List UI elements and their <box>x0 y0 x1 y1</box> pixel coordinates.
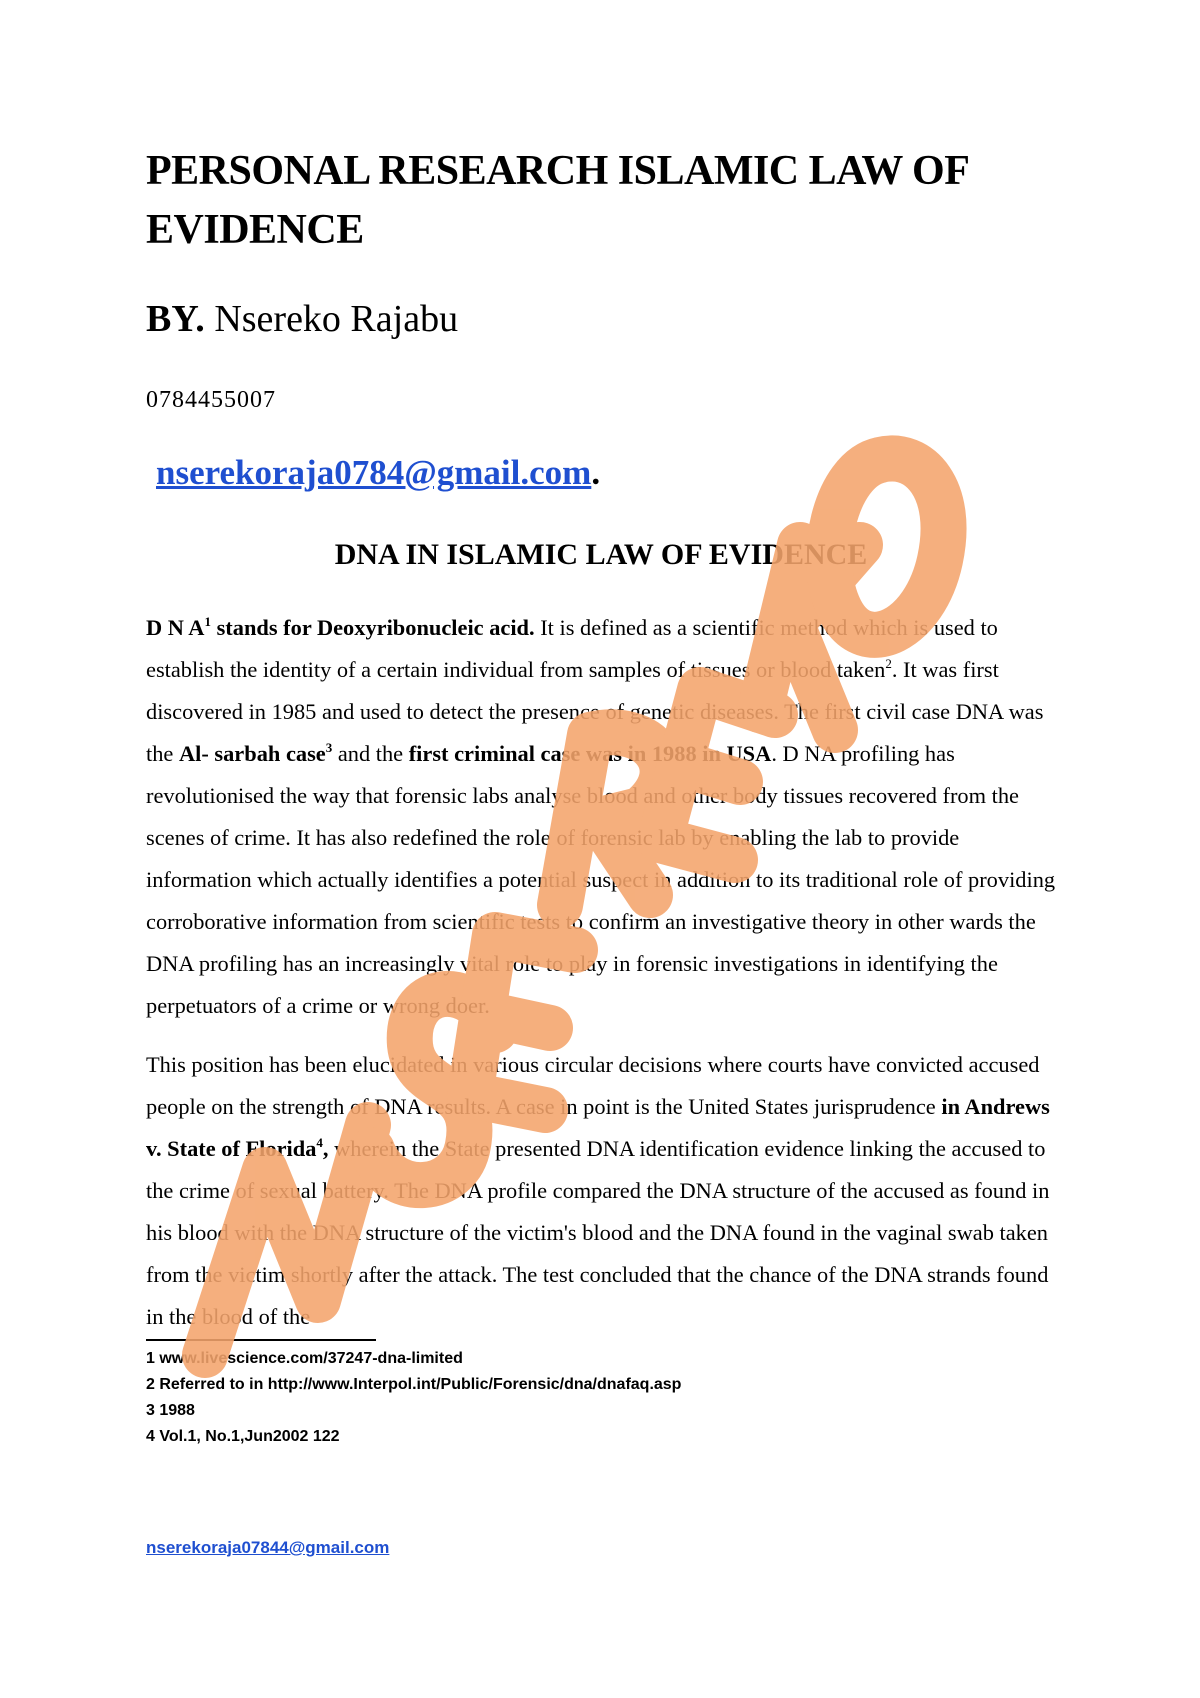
author-line <box>146 295 458 343</box>
p2-case-name: in Andrews v. State of Florida <box>146 1094 1050 1161</box>
p1-dna: D N A <box>146 615 205 640</box>
footnote-4: 4 Vol.1, No.1,Jun2002 122 <box>146 1428 340 1445</box>
footnote-2: 2 Referred to in http://www.Interpol.int/Public/Forensic/dna/dnafaq.asp <box>146 1376 682 1393</box>
p2-comma: , <box>322 1136 329 1161</box>
p1-text-d: . D NA profiling has revolutionised the way that forensic labs analyse blood and other body tissues recovered from the scenes of crime. It has also redefined the role of forensic lab by enabling the lab to provide information which actually identifies a potential suspect in addition to its traditional role of providing corroborative information from scientific tests to confirm an investigative theory in other wards the DNA profiling has an increasingly vital role to play in forensic investigations in identifying the perpetuators of a crime or wrong doer. <box>146 741 1056 1018</box>
email-period: . <box>591 453 601 492</box>
footnote-ref-3[interactable]: 3 <box>325 740 333 755</box>
footnote-3: 3 1988 <box>146 1402 195 1419</box>
author-name: Nsereko Rajabu <box>214 298 459 340</box>
footnotes-list <box>146 1346 681 1450</box>
p2-text-b: wherein the State presented DNA identification evidence linking the accused to the crime of sexual battery. The DNA profile compared the DNA structure of the accused as found in his blood with the DNA structure of the victim's blood and the DNA found in the vaginal swab taken from the victim shortly after the attack. The test concluded that the chance of the DNA strands found in the blood of the <box>146 1136 1050 1329</box>
p1-text-b: . It was first discovered in 1985 and used to detect the presence of genetic diseases. The first civil case DNA was the <box>146 657 1044 766</box>
phone-number: 0784455007 <box>146 387 276 413</box>
p1-stands-for: stands for Deoxyribonucleic acid. <box>210 615 535 640</box>
email-link[interactable]: nserekoraja0784@gmail.com <box>156 453 592 492</box>
footnote-ref-1[interactable]: 1 <box>204 614 211 629</box>
by-label: BY. <box>146 298 205 340</box>
p1-text-a: It is defined as a scientific method which is used to establish the identity of a certain individual from samples of tissues or blood taken <box>146 615 998 682</box>
footnote-ref-2[interactable]: 2 <box>885 656 892 671</box>
footnote-divider <box>146 1339 376 1341</box>
footer-email-link[interactable]: nserekoraja07844@gmail.com <box>146 1538 390 1557</box>
footnote-ref-4[interactable]: 4 <box>316 1135 323 1150</box>
footnote-1: 1 www.livescience.com/37247-dna-limited <box>146 1350 463 1367</box>
email-line <box>156 453 600 493</box>
paragraph-circular-decisions <box>146 1044 1058 1338</box>
section-heading: DNA IN ISLAMIC LAW OF EVIDENCE <box>334 538 868 571</box>
document-title: PERSONAL RESEARCH ISLAMIC LAW OF EVIDENCE <box>146 148 968 253</box>
footer <box>146 1538 389 1558</box>
p2-text-a: This position has been elucidated in various circular decisions where courts have convicted accused people on the strength of DNA results. A case in point is the United States jurisprudence <box>146 1052 1040 1119</box>
p1-text-c: and the <box>332 741 409 766</box>
p1-case-name: Al- sarbah case <box>178 741 326 766</box>
paragraph-dna-definition <box>146 607 1058 1027</box>
p1-first-criminal: first criminal case was in 1988 in USA <box>408 741 772 766</box>
